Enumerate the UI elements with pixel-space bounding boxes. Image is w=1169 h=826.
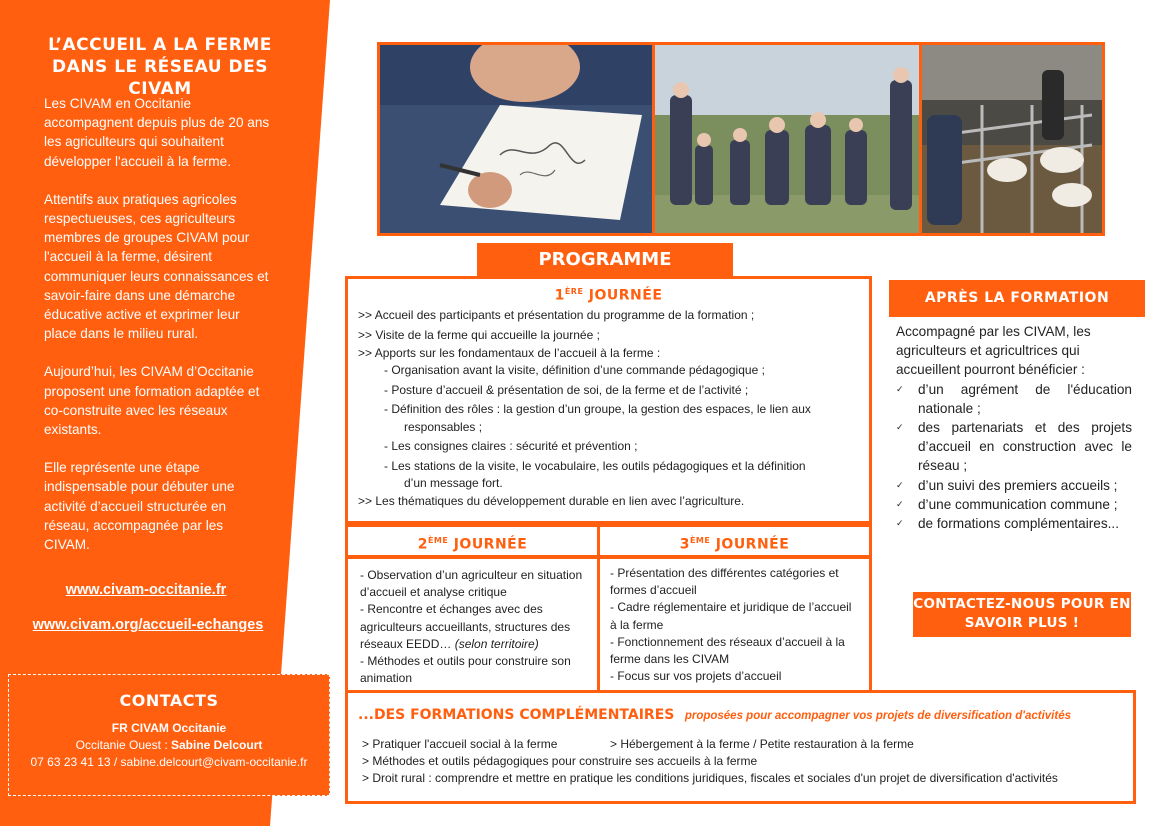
day1-content — [348, 304, 869, 511]
apres-item-5 — [896, 514, 1132, 533]
day3-line-1: - Présentation des différentes catégories et formes d’accueil — [610, 566, 839, 598]
day2-line-2-italic: (selon territoire) — [454, 636, 539, 651]
day3-title-box — [597, 524, 872, 558]
day3-label: JOURNÉE — [710, 536, 790, 553]
photo-children-field — [652, 42, 922, 236]
day1-num: 1 — [554, 287, 565, 304]
apres-item-4-text: d’une communication commune ; — [918, 496, 1118, 512]
intro-paragraph-1: Les CIVAM en Occitanie accompagnent depuis plus de 20 ans les agriculteurs qui souhaitent développer l'accueil à la ferme. — [44, 96, 270, 169]
contacts-box — [8, 674, 330, 796]
day2-sup: ÈME — [427, 536, 449, 545]
day2-content — [348, 559, 597, 687]
check-icon: ✓ — [896, 518, 904, 529]
contacts-phone-email: 07 63 23 41 13 / sabine.delcourt@civam-occitanie.fr — [30, 755, 308, 769]
day1-item-3: >> Apports sur les fondamentaux de l’accueil à la ferme : — [358, 345, 661, 360]
day1-subitem-5: - Les stations de la visite, le vocabulaire, les outils pédagogiques et la définition — [384, 458, 806, 473]
check-icon: ✓ — [896, 422, 904, 433]
day2-line-3: - Méthodes et outils pour construire son animation — [360, 654, 571, 686]
day1-box — [345, 276, 872, 524]
link-civam-accueil-echanges[interactable]: www.civam.org/accueil-echanges — [32, 617, 264, 633]
apres-item-4 — [896, 495, 1132, 514]
contacts-person-line — [9, 737, 329, 754]
apres-intro: Accompagné par les CIVAM, les agriculteurs et agricultrices qui accueillent pourront bénéficier : — [896, 324, 1091, 378]
day1-subitem-4: - Les consignes claires : sécurité et prévention ; — [384, 439, 638, 454]
apres-item-2-text: des partenariats et des projets d’accueil en construction avec le réseau ; — [918, 420, 1132, 474]
contacts-org: FR CIVAM Occitanie — [111, 721, 227, 735]
extra-item-1a: > Pratiquer l'accueil social à la ferme — [362, 737, 558, 751]
check-icon: ✓ — [896, 498, 904, 509]
day2-title — [348, 527, 597, 559]
day1-subitem-5-cont: d’un message fort. — [404, 476, 503, 491]
photo-goats-barn — [919, 42, 1105, 236]
day2-title-box — [345, 524, 600, 558]
day3-box — [597, 556, 872, 694]
programme-tab: PROGRAMME — [477, 243, 733, 277]
extra-box — [345, 690, 1136, 804]
apres-item-1 — [896, 380, 1132, 418]
extra-subtitle: proposées pour accompagner vos projets de diversification d'activités — [684, 710, 1071, 722]
apres-content — [896, 322, 1132, 533]
intro-paragraph-2: Attentifs aux pratiques agricoles respectueuses, ces agriculteurs membres de groupes CIVAM pour l'accueil à la ferme, désirent communiquer leurs connaissances et savoir-faire dans une démarche éducative active et exprimer leur place dans le milieu rural. — [44, 191, 269, 342]
goats-barn-image — [922, 45, 1102, 233]
day1-sup: ÈRE — [564, 287, 584, 296]
extra-item-1b: > Hébergement à la ferme / Petite restauration à la ferme — [610, 737, 914, 751]
day3-title — [600, 527, 869, 559]
left-title-line2: DANS LE RÉSEAU DES CIVAM — [52, 57, 268, 99]
day3-line-4: - Focus sur vos projets d’accueil — [610, 669, 782, 684]
contacts-title: CONTACTS — [119, 691, 219, 710]
contact-us-button[interactable]: CONTACTEZ-NOUS POUR EN SAVOIR PLUS ! — [913, 592, 1131, 637]
day2-box — [345, 556, 600, 694]
day3-num: 3 — [679, 536, 690, 553]
extra-row-1 — [362, 736, 1133, 753]
day2-line-2-text: - Rencontre et échanges avec des agriculteurs accueillants, structures des réseaux EEDD… — [360, 602, 571, 651]
day2-num: 2 — [417, 536, 428, 553]
day1-subitem-3-cont: responsables ; — [404, 419, 483, 434]
day1-subitem-1: - Organisation avant la visite, définition d’une commande pédagogique ; — [384, 363, 765, 378]
apres-item-3-text: d’un suivi des premiers accueils ; — [918, 477, 1118, 493]
day3-sup: ÈME — [689, 536, 711, 545]
intro-paragraph-4: Elle représente une étape indispensable pour débuter une activité d’accueil structurée en réseau, accompagnée par les CIVAM. — [44, 460, 235, 553]
day3-line-3: - Fonctionnement des réseaux d’accueil à la ferme dans les CIVAM — [610, 634, 845, 667]
day1-label: JOURNÉE — [583, 287, 663, 304]
extra-header — [358, 706, 1133, 724]
day3-content — [600, 559, 869, 685]
left-title — [20, 34, 300, 100]
apres-item-2 — [896, 418, 1132, 476]
apres-item-1-text: d’un agrément de l'éducation nationale ; — [918, 381, 1132, 416]
day1-item-1: >> Accueil des participants et présentation du programme de la formation ; — [358, 307, 755, 322]
apres-item-3 — [896, 476, 1132, 495]
day1-subitem-2: - Posture d’accueil & présentation de soi, de la ferme et de l’activité ; — [384, 382, 749, 397]
left-title-line1: L’ACCUEIL A LA FERME — [48, 35, 272, 55]
check-icon: ✓ — [896, 479, 904, 490]
intro-paragraph-3: Aujourd’hui, les CIVAM d’Occitanie proposent une formation adaptée et co-construite avec les réseaux existants. — [44, 364, 260, 438]
day1-item-last: >> Les thématiques du développement durable en lien avec l’agriculture. — [358, 493, 745, 508]
left-intro-text — [44, 94, 272, 573]
extra-item-2: > Méthodes et outils pédagogiques pour construire ses accueils à la ferme — [362, 754, 758, 768]
contacts-person: Sabine Delcourt — [171, 738, 263, 752]
extra-item-3: > Droit rural : comprendre et mettre en pratique les conditions juridiques, fiscales et sociales d'un projet de diversification d'activités — [362, 771, 1058, 785]
photo-drawing — [377, 42, 655, 236]
extra-title: ...DES FORMATIONS COMPLÉMENTAIRES — [358, 707, 675, 723]
drawing-hand-image — [380, 45, 652, 233]
contacts-region: Occitanie Ouest : — [75, 738, 171, 752]
check-icon: ✓ — [896, 383, 904, 394]
link-civam-occitanie[interactable]: www.civam-occitanie.fr — [65, 582, 227, 598]
day2-line-2 — [360, 601, 589, 653]
children-field-image — [655, 45, 919, 233]
day1-item-2: >> Visite de la ferme qui accueille la journée ; — [358, 328, 600, 343]
day2-line-1: - Observation d’un agriculteur en situation d’accueil et analyse critique — [360, 568, 583, 600]
day3-line-2: - Cadre réglementaire et juridique de l’accueil à la ferme — [610, 600, 852, 632]
day1-title — [348, 287, 869, 304]
day1-subitem-3: - Définition des rôles : la gestion d’un groupe, la gestion des espaces, le lien aux — [384, 402, 811, 417]
apres-tab: APRÈS LA FORMATION — [889, 280, 1145, 317]
extra-list — [362, 736, 1133, 787]
day2-label: JOURNÉE — [448, 536, 528, 553]
apres-item-5-text: de formations complémentaires... — [918, 516, 1119, 532]
